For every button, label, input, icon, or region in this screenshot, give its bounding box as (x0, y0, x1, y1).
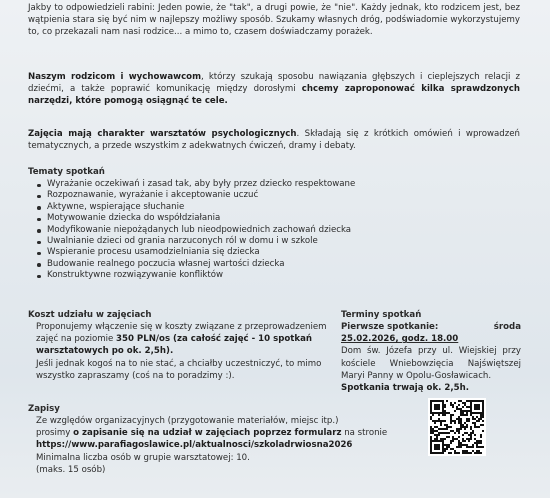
format-paragraph (28, 128, 520, 152)
first-meeting-label: Pierwsze spotkanie: (341, 322, 439, 332)
qr-code-icon[interactable] (428, 398, 486, 456)
parents-lead: Naszym rodzicom i wychowawcom (28, 72, 202, 82)
cost-text-2: Jeśli jednak kogoś na to nie stać, a chciałby uczestniczyć, to mimo wszystko zapraszamy (coś na to poradzimy :). (36, 358, 322, 381)
meeting-duration (341, 382, 521, 394)
signup-line-2-bold: o zapisanie się na udział w zajęciach poprzez formularz (73, 428, 342, 439)
topic-item: Konstruktywne rozwiązywanie konfliktów (36, 270, 355, 281)
signup-line-2-pre: prosimy (36, 428, 74, 439)
signup-max: (maks. 15 osób) (36, 464, 106, 475)
signup-url-text[interactable]: https://www.parafiagoslawice.pl/aktualnosci/szkoladrwiosna2026 (36, 440, 353, 451)
format-text: . Składają się z krótkich omówień i wprowadzeń tematycznych, a przede wszystkim z adekwatnych ćwiczeń, dramy i debaty. (28, 129, 520, 152)
signup-min: Minimalna liczba osób w grupie warsztatowej: 10. (36, 452, 250, 463)
meeting-duration-text: Spotkania trwają ok. 2,5h. (341, 383, 470, 394)
qr-code-graphic (428, 398, 486, 456)
signup-heading: Zapisy (28, 404, 60, 414)
cost-heading: Koszt udziału w zajęciach (28, 310, 152, 320)
signup-body (36, 415, 416, 476)
terms-body (341, 321, 521, 394)
topic-item: Aktywne, wspierające słuchanie (36, 202, 355, 213)
format-lead: Zajęcia mają charakter warsztatów psychologicznych (28, 129, 297, 139)
topic-item: Wspieranie procesu usamodzielniania się dziecka (36, 247, 355, 258)
topic-item: Modyfikowanie niepożądanych lub nieodpowiednich zachowań dziecka (36, 225, 355, 236)
parents-text: , którzy szukają sposobu nawiązania głębszych i cieplejszych relacji z dziećmi, a także poprawić komunikację między dorosłymi (28, 72, 521, 95)
cost-text (36, 321, 328, 358)
cost-body (36, 321, 328, 382)
topic-item: Budowanie realnego poczucia własnej wartości dziecka (36, 259, 355, 270)
cost-price: 350 PLN/os (za całość zajęć - 10 spotkań warsztatowych po ok. 2,5h). (36, 334, 313, 357)
cost-text-1: Proponujemy włączenie się w koszty związane z przeprowadzeniem zajęć na poziomie (36, 322, 327, 345)
parents-tail: chcemy zaproponować kilka sprawdzonych narzędzi, które pomogą osiągnąć te cele. (28, 84, 520, 107)
topics-heading: Tematy spotkań (28, 167, 105, 177)
intro-paragraph: Jakby to odpowiedzieli rabini: Jeden powie, że "tak", a drugi powie, że "nie". Każdy jednak, kto rodzicem jest, bez wątpienia stara się być nim w najlepszy możliwy sposób. Szukamy własnych dróg, podświadomie wykorzystujemy to, co przekazali nam nasi rodzice... a mimo to, czasem doświadczamy porażek. (28, 3, 520, 38)
first-meeting-date-text: 25.02.2026, godz. 18.00 (341, 334, 459, 345)
terms-heading: Terminy spotkań (341, 310, 422, 320)
parents-paragraph (28, 71, 520, 108)
topic-item: Rozpoznawanie, wyrażanie i akceptowanie uczuć (36, 190, 355, 201)
topic-item: Motywowanie dziecka do współdziałania (36, 213, 355, 224)
meeting-place: Dom św. Józefa przy ul. Wiejskiej przy kościele Wniebowzięcia Najświętszej Maryi Panny w Opolu-Gosławicach. (341, 346, 521, 381)
first-meeting-date (341, 333, 521, 345)
first-meeting-day: środa (493, 322, 521, 332)
signup-line-1: Ze względów organizacyjnych (przygotowanie materiałów, miejsc itp.) (36, 416, 339, 426)
topic-item: Wyrażanie oczekiwań i zasad tak, aby były przez dziecko respektowane (36, 179, 355, 190)
signup-line-2 (36, 427, 416, 439)
topic-item: Uwalnianie dzieci od grania narzuconych ról w domu i w szkole (36, 236, 355, 247)
topics-list (36, 179, 355, 282)
first-meeting-line (341, 321, 521, 333)
signup-line-2-post: na stronie (341, 428, 388, 439)
signup-url[interactable] (36, 439, 416, 451)
